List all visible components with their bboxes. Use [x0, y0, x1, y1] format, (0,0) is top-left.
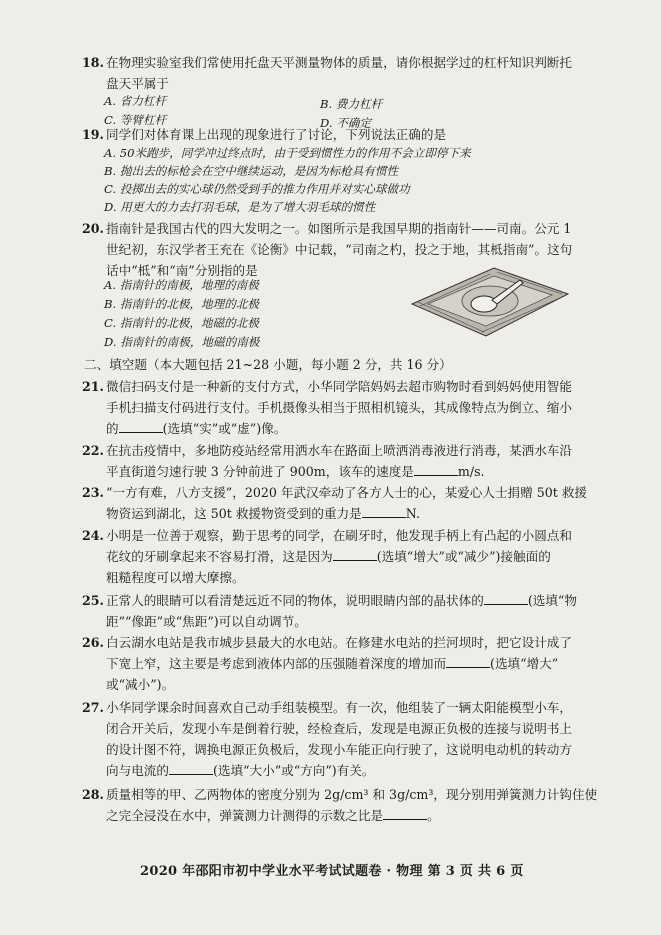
question-number: 18.	[82, 55, 104, 70]
question-line: 手机扫描支付码进行支付。手机摄像头相当于照相机镜头，其成像特点为倒立、缩小	[106, 400, 572, 415]
question-text: 同学们对体育课上出现的现象进行了讨论，下列说法正确的是	[106, 127, 447, 142]
question-text	[106, 440, 642, 482]
question-19	[82, 124, 622, 145]
question-line: 在物理实验室我们常使用托盘天平测量物体的质量，请你根据学过的杠杆知识判断托	[106, 55, 572, 70]
answer-blank[interactable]	[383, 807, 427, 820]
question-line: 在抗击疫情中，多地防疫站经常用洒水车在路面上喷洒消毒液进行消毒，某洒水车沿	[106, 443, 572, 458]
question-number: 21.	[82, 379, 104, 394]
question-number: 24.	[82, 528, 104, 543]
answer-blank[interactable]	[169, 762, 213, 775]
question-line	[106, 461, 642, 482]
question-line	[106, 760, 642, 781]
question-line	[106, 805, 642, 826]
question-line: 指南针是我国古代的四大发明之一。如图所示是我国早期的指南针——司南。公元 1	[106, 221, 572, 236]
option-c: C. 等臂杠杆	[104, 113, 167, 127]
answer-blank[interactable]	[484, 592, 528, 605]
text-segment: (选填“增大”	[490, 656, 559, 671]
question-line: 世纪初，东汉学者王充在《论衡》中记载，“司南之杓，投之于地，其柢指南”。这句	[106, 242, 573, 257]
text-segment: 。	[427, 808, 440, 823]
text-segment: 的	[106, 421, 119, 436]
question-27	[82, 697, 642, 781]
question-line: 的设计图不符，调换电源正负极后，发现小车能正向行驶了，这说明电动机的转动方	[106, 742, 572, 757]
answer-blank[interactable]	[333, 548, 377, 561]
question-line: 或“减小”)。	[106, 677, 175, 692]
question-text	[106, 590, 642, 632]
spoon-bowl	[471, 296, 497, 312]
question-line	[106, 503, 642, 524]
question-line	[106, 546, 642, 567]
question-18	[82, 52, 622, 94]
text-segment: N.	[405, 506, 420, 521]
text-segment: 物资运到湖北，这 50t 救援物资受到的重力是	[106, 506, 362, 521]
question-line: 话中“柢”和“南”分别指的是	[106, 263, 258, 278]
question-number: 23.	[82, 485, 104, 500]
text-segment: 花纹的牙刷拿起来不容易打滑，这是因为	[106, 549, 333, 564]
question-text	[106, 482, 642, 524]
answer-blank[interactable]	[414, 463, 458, 476]
text-segment: (选填“实”或“虚”)像。	[162, 421, 287, 436]
question-number: 25.	[82, 593, 104, 608]
question-21	[82, 376, 642, 439]
question-28	[82, 784, 642, 826]
question-26	[82, 632, 642, 695]
question-23	[82, 482, 642, 524]
question-number: 22.	[82, 443, 104, 458]
question-line: 质量相等的甲、乙两物体的密度分别为 2g/cm³ 和 3g/cm³，现分别用弹簧测力计钩住使	[106, 787, 598, 802]
question-text	[106, 52, 622, 94]
option-d: D. 用更大的力去打羽毛球，是为了增大羽毛球的惯性	[104, 200, 376, 214]
option-d: D. 指南针的南极，地磁的南极	[104, 335, 260, 349]
question-line	[106, 590, 642, 611]
option-b: B. 抛出去的标枪会在空中继续运动，是因为标枪具有惯性	[104, 164, 399, 178]
text-segment: (选填“物	[527, 593, 577, 608]
question-number: 19.	[82, 127, 104, 142]
question-line: 闭合开关后，发现小车是倒着行驶，经检查后，发现是电源正负极的连接与说明书上	[106, 721, 572, 736]
question-line: 盘天平属于	[106, 76, 169, 91]
question-24	[82, 525, 642, 588]
question-25	[82, 590, 642, 632]
question-22	[82, 440, 642, 482]
question-line: 微信扫码支付是一种新的支付方式，小华同学陪妈妈去超市购物时看到妈妈使用智能	[106, 379, 572, 394]
question-line: 白云湖水电站是我市城步县最大的水电站。在修建水电站的拦河坝时，把它设计成了	[106, 635, 572, 650]
question-line: 粗糙程度可以增大摩擦。	[106, 570, 245, 585]
question-text	[106, 525, 642, 588]
answer-blank[interactable]	[119, 420, 163, 433]
question-text	[106, 784, 642, 826]
text-segment: (选填“大小”或“方向”)有关。	[212, 763, 375, 778]
option-a: A. 省力杠杆	[104, 94, 167, 108]
option-b: B. 指南针的北极，地理的北极	[104, 297, 260, 311]
question-text	[106, 697, 642, 781]
section-header: 二、填空题（本大题包括 21~28 小题，每小题 2 分，共 16 分）	[84, 357, 452, 372]
page-footer: 2020 年邵阳市初中学业水平考试试题卷 · 物理 第 3 页 共 6 页	[140, 864, 524, 879]
option-c: C. 投掷出去的实心球仍然受到手的推力作用并对实心球做功	[104, 182, 410, 196]
text-segment: 之完全浸没在水中，弹簧测力计测得的示数之比是	[106, 808, 384, 823]
option-c: C. 指南针的北极，地磁的北极	[104, 316, 259, 330]
question-text	[106, 376, 642, 439]
question-number: 26.	[82, 635, 104, 650]
question-text	[106, 632, 642, 695]
option-b: B. 费力杠杆	[320, 97, 383, 111]
question-line	[106, 418, 642, 439]
question-number: 28.	[82, 787, 104, 802]
answer-blank[interactable]	[362, 505, 406, 518]
sinan-compass-figure	[402, 262, 572, 342]
text-segment: m/s.	[457, 464, 485, 479]
option-d: D. 不确定	[320, 116, 372, 130]
text-segment: 下宽上窄，这主要是考虑到液体内部的压强随着深度的增加而	[106, 656, 447, 671]
question-number: 27.	[82, 700, 104, 715]
option-a: A. 50米跑步，同学冲过终点时，由于受到惯性力的作用不会立即停下来	[104, 146, 471, 160]
question-line: 距”“像距”或“焦距”)可以自动调节。	[106, 614, 307, 629]
text-segment: 向与电流的	[106, 763, 169, 778]
question-line: 小华同学课余时间喜欢自己动手组装模型。有一次，他组装了一辆太阳能模型小车，	[106, 700, 572, 715]
text-segment: 正常人的眼睛可以看清楚远近不同的物体，说明眼睛内部的晶状体的	[106, 593, 484, 608]
question-line: “一方有难，八方支援”，2020 年武汉牵动了各方人士的心，某爱心人士捐赠 50t 救援	[106, 485, 588, 500]
question-line: 小明是一位善于观察，勤于思考的同学，在刷牙时，他发现手柄上有凸起的小圆点和	[106, 528, 572, 543]
text-segment: 平直街道匀速行驶 3 分钟前进了 900m，该车的速度是	[106, 464, 414, 479]
question-number: 20.	[82, 221, 104, 236]
question-line	[106, 653, 642, 674]
option-a: A. 指南针的南极，地理的南极	[104, 278, 259, 292]
text-segment: (选填“增大”或“减少”)接触面的	[376, 549, 551, 564]
answer-blank[interactable]	[446, 655, 490, 668]
